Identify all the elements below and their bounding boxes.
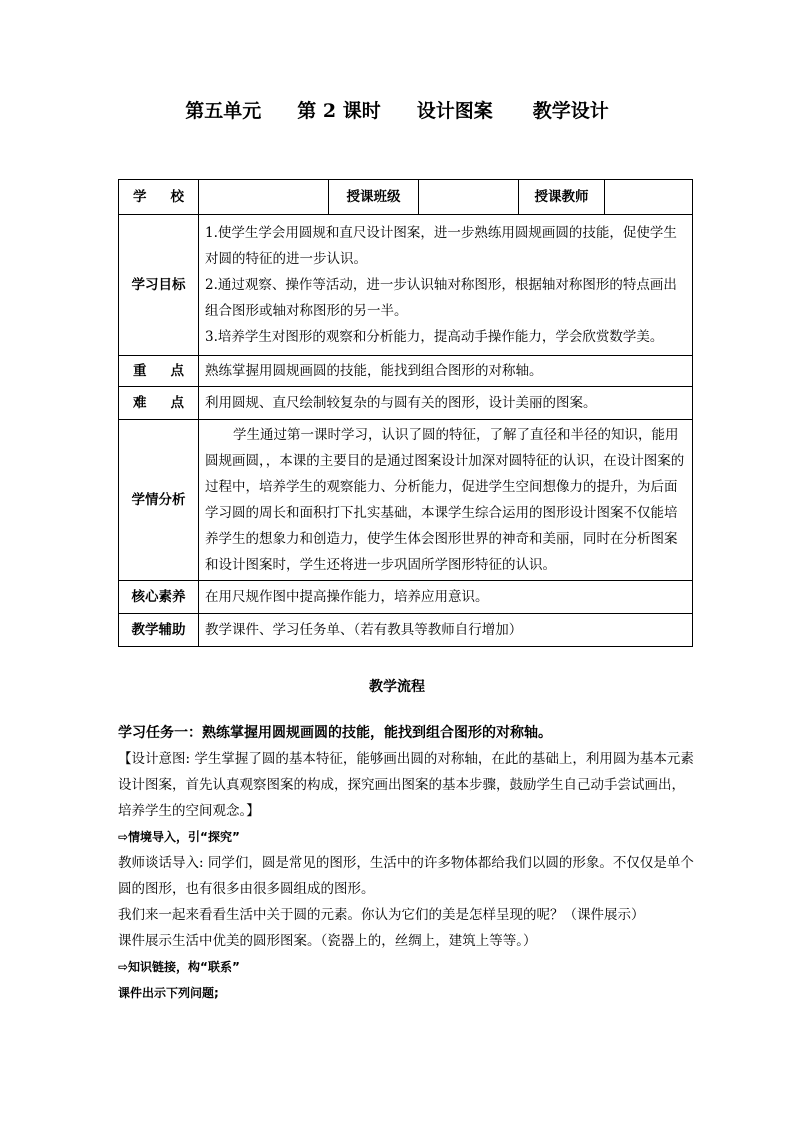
school-value <box>199 180 329 215</box>
question-line: 我们来一起来看看生活中关于圆的元素。你认为它们的美是怎样呈现的呢？（课件展示） <box>118 907 645 923</box>
aids-content: 教学课件、学习任务单、（若有教具等教师自行增加） <box>199 614 693 647</box>
goal-item: 1.使学生学会用圆规和直尺设计图案，进一步熟练用圆规画圆的技能，促使学生对圆的特征的进一步认识。 <box>205 225 677 267</box>
design-intent: 【设计意图: 学生掌握了圆的基本特征，能够画出圆的对称轴，在此的基础上，利用圆为基本元素设计图案，首先认真观察图案的构成，探究画出图案的基本步骤，鼓励学生自己动手尝试画出，培养学生的空间观念。】 <box>118 751 694 819</box>
core-content: 在用尺规作图中提高操作能力，培养应用意识。 <box>199 581 693 614</box>
page-title <box>0 96 794 123</box>
aids-label: 教学辅助 <box>119 614 199 647</box>
key-label: 重 点 <box>119 356 199 387</box>
goals-content <box>199 215 693 356</box>
table-row-header <box>119 180 693 215</box>
goal-item: 2.通过观察、操作等活动，进一步认识轴对称图形，根据轴对称图形的特点画出组合图形或轴对称图形的另一半。 <box>205 277 677 319</box>
title-topic: 设计图案 <box>416 100 493 122</box>
lesson-body <box>118 720 698 1006</box>
difficulty-content: 利用圆规、直尺绘制较复杂的与圆有关的图形，设计美丽的图案。 <box>199 387 693 420</box>
table-row-core <box>119 581 693 614</box>
teacher-intro: 教师谈话导入: 同学们，圆是常见的图形，生活中的许多物体都给我们以圆的形象。不仅仅是单个圆的图形，也有很多由很多圆组成的图形。 <box>118 855 694 897</box>
school-label: 学 校 <box>119 180 199 215</box>
table-row-analysis <box>119 420 693 581</box>
title-unit: 第五单元 <box>185 100 262 122</box>
analysis-label: 学情分析 <box>119 420 199 581</box>
title-type: 教学设计 <box>532 100 609 122</box>
goal-item: 3.培养学生对图形的观察和分析能力，提高动手操作能力，学会欣赏数学美。 <box>205 329 664 345</box>
courseware-line: 课件出示下列问题; <box>118 986 219 1000</box>
table-row-difficulty <box>119 387 693 420</box>
table-row-goals <box>119 215 693 356</box>
analysis-text: 学生通过第一课时学习，认识了圆的特征，了解了直径和半径的知识，能用圆规画圆，，本课的主要目的是通过图案设计加深对圆特征的认识，在设计图案的过程中，培养学生的观察能力、分析能力，促进学生空间想像力的提升，为后面学习圆的周长和面积打下扎实基础，本课学生综合运用的图形设计图案不仅能培养学生的想象力和创造力，使学生体会图形世界的神奇和美丽，同时在分析图案和设计图案时，学生还将进一步巩固所学图形特征的认识。 <box>205 427 685 573</box>
class-value <box>419 180 519 215</box>
task1-title: 学习任务一：熟练掌握用圆规画圆的技能，能找到组合图形的对称轴。 <box>118 725 552 741</box>
show-line: 课件展示生活中优美的圆形图案。（瓷器上的，丝绸上，建筑上等等。） <box>118 933 537 949</box>
core-label: 核心素养 <box>119 581 199 614</box>
teacher-value <box>605 180 693 215</box>
table-row-aids <box>119 614 693 647</box>
table-row-key <box>119 356 693 387</box>
difficulty-label: 难 点 <box>119 387 199 420</box>
key-content: 熟练掌握用圆规画圆的技能，能找到组合图形的对称轴。 <box>199 356 693 387</box>
situation-heading: ⇨情境导入，引“探究” <box>118 830 240 844</box>
lesson-info-table <box>118 179 693 647</box>
analysis-content <box>199 420 693 581</box>
class-label: 授课班级 <box>329 180 419 215</box>
teacher-label: 授课教师 <box>519 180 605 215</box>
title-lesson: 第 2 课时 <box>297 100 381 122</box>
flow-title: 教学流程 <box>369 679 425 695</box>
link-heading: ⇨知识链接，构“联系” <box>118 960 240 974</box>
goals-label: 学习目标 <box>119 215 199 356</box>
